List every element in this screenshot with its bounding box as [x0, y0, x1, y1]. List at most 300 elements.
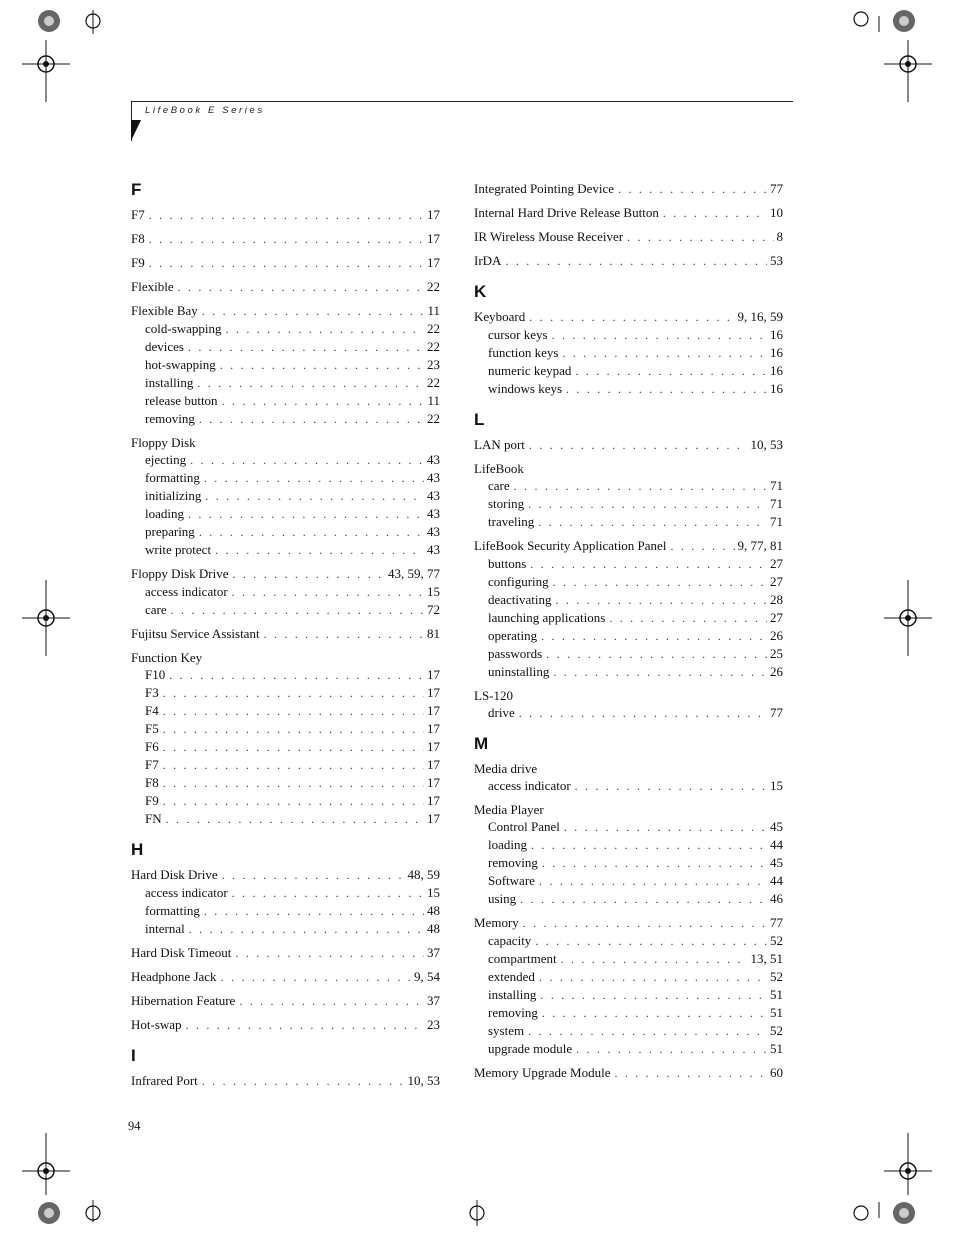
index-entry-block: [131, 1072, 440, 1090]
page-refs: 28: [770, 592, 783, 607]
index-entry-block: [474, 760, 783, 795]
index-subentry: [131, 410, 440, 428]
index-term: IrDA: [474, 253, 502, 268]
index-subentry: [474, 555, 783, 573]
index-term: Floppy Disk Drive: [131, 566, 229, 581]
page-refs: 25: [770, 646, 783, 661]
dot-leader: [202, 303, 425, 320]
index-term: Integrated Pointing Device: [474, 181, 615, 196]
index-subentry: [474, 513, 783, 531]
dot-leader: [232, 584, 424, 601]
dot-leader: [538, 514, 767, 531]
index-entry-block: [474, 537, 783, 681]
page-refs: 16: [770, 327, 783, 342]
page-refs: 53: [770, 253, 783, 268]
dot-leader: [264, 626, 424, 643]
index-subentry: [474, 836, 783, 854]
index-subentry: [474, 627, 783, 645]
index-subentry: [131, 920, 440, 938]
page-refs: 17: [427, 255, 440, 270]
index-term: access indicator: [488, 778, 571, 793]
index-subentry: [131, 338, 440, 356]
crop-target-icon: [848, 1200, 918, 1226]
index-term: removing: [145, 411, 195, 426]
index-entry: [131, 649, 440, 666]
index-entry-block: [474, 204, 783, 222]
dot-leader: [530, 556, 767, 573]
page-refs: 17: [427, 775, 440, 790]
index-term: cold-swapping: [145, 321, 222, 336]
index-term: devices: [145, 339, 184, 354]
index-entry-block: [131, 866, 440, 938]
dot-leader: [553, 664, 767, 681]
page-refs: 37: [427, 945, 440, 960]
index-term: write protect: [145, 542, 212, 557]
index-term: Headphone Jack: [131, 969, 217, 984]
page-refs: 16: [770, 363, 783, 378]
index-term: cursor keys: [488, 327, 548, 342]
index-subentry: [131, 902, 440, 920]
index-entry: [474, 308, 783, 326]
page-refs: 11: [427, 303, 440, 318]
page-refs: 43: [427, 452, 440, 467]
index-subentry: [474, 663, 783, 681]
index-subentry: [131, 756, 440, 774]
index-entry: [131, 625, 440, 643]
dot-leader: [215, 542, 424, 559]
index-term: F7: [131, 207, 145, 222]
index-subentry: [474, 380, 783, 398]
index-term: Internal Hard Drive Release Button: [474, 205, 659, 220]
page-refs: 27: [770, 610, 783, 625]
dot-leader: [562, 345, 767, 362]
dot-leader: [188, 506, 424, 523]
index-subentry: [131, 601, 440, 619]
section-letter: I: [131, 1046, 136, 1065]
index-entry-block: [474, 1064, 783, 1082]
index-subentry: [474, 986, 783, 1004]
index-subentry: [474, 326, 783, 344]
page-refs: 44: [770, 837, 783, 852]
index-entry: [131, 1072, 440, 1090]
index-entry: [474, 180, 783, 198]
index-entry-block: [131, 625, 440, 643]
dot-leader: [670, 538, 734, 555]
page-refs: 71: [770, 514, 783, 529]
page-refs: 10, 53: [750, 437, 783, 452]
page-refs: 48: [427, 903, 440, 918]
page-refs: 22: [427, 339, 440, 354]
index-term: care: [145, 602, 167, 617]
page-refs: 72: [427, 602, 440, 617]
index-subentry: [474, 872, 783, 890]
page-refs: 15: [427, 584, 440, 599]
index-subentry: [131, 320, 440, 338]
dot-leader: [204, 470, 424, 487]
index-entry: [131, 230, 440, 248]
dot-leader: [609, 610, 767, 627]
index-entry-block: [131, 434, 440, 559]
dot-leader: [204, 903, 424, 920]
index-column-right: [474, 180, 783, 1088]
dot-leader: [519, 705, 767, 722]
dot-leader: [232, 885, 424, 902]
section-letter: K: [474, 282, 487, 301]
index-term: numeric keypad: [488, 363, 572, 378]
index-term: extended: [488, 969, 535, 984]
page-refs: 17: [427, 721, 440, 736]
page-refs: 17: [427, 207, 440, 222]
index-term: windows keys: [488, 381, 563, 396]
dot-leader: [575, 778, 767, 795]
dot-leader: [663, 205, 767, 222]
page-refs: 17: [427, 685, 440, 700]
registration-mark-icon: [884, 1133, 932, 1195]
index-entry-block: [131, 254, 440, 272]
index-term: F8: [131, 231, 145, 246]
dot-leader: [542, 855, 767, 872]
index-entry-block: [474, 308, 783, 398]
page-refs: 27: [770, 556, 783, 571]
index-term: Memory Upgrade Module: [474, 1065, 611, 1080]
index-term: installing: [145, 375, 194, 390]
index-term: removing: [488, 855, 538, 870]
index-term: Flexible Bay: [131, 303, 198, 318]
page-refs: 15: [427, 885, 440, 900]
dot-leader: [189, 921, 424, 938]
index-subentry: [131, 720, 440, 738]
index-entry-block: [474, 252, 783, 270]
dot-leader: [576, 1041, 767, 1058]
index-entry: [474, 801, 783, 818]
dot-leader: [233, 566, 386, 583]
index-entry-block: [474, 180, 783, 198]
index-term: Flexible: [131, 279, 174, 294]
index-entry: [474, 436, 783, 454]
index-entry-block: [131, 992, 440, 1010]
index-term: drive: [488, 705, 515, 720]
index-term: removing: [488, 1005, 538, 1020]
page-refs: 51: [770, 1005, 783, 1020]
index-term: Fujitsu Service Assistant: [131, 626, 260, 641]
dot-leader: [556, 592, 767, 609]
dot-leader: [149, 231, 424, 248]
dot-leader: [221, 969, 411, 986]
dot-leader: [171, 602, 424, 619]
dot-leader: [199, 411, 424, 428]
index-entry: [131, 434, 440, 451]
page-refs: 48: [427, 921, 440, 936]
index-term: loading: [145, 506, 184, 521]
dot-leader: [222, 867, 405, 884]
dot-leader: [561, 951, 748, 968]
index-subentry: [131, 583, 440, 601]
index-term: F4: [145, 703, 159, 718]
dot-leader: [178, 279, 424, 296]
index-subentry: [474, 1040, 783, 1058]
index-entry-block: [474, 460, 783, 531]
index-term: Keyboard: [474, 309, 526, 324]
index-subentry: [474, 777, 783, 795]
index-term: deactivating: [488, 592, 552, 607]
index-entry: [131, 968, 440, 986]
index-term: Media drive: [474, 761, 538, 776]
index-subentry: [131, 541, 440, 559]
dot-leader: [163, 793, 424, 810]
page-refs: 43: [427, 470, 440, 485]
index-term: LS-120: [474, 688, 513, 703]
page-refs: 22: [427, 411, 440, 426]
section-letter: H: [131, 840, 144, 859]
index-entry: [131, 254, 440, 272]
index-subentry: [131, 684, 440, 702]
index-entry: [131, 206, 440, 224]
dot-leader: [149, 207, 424, 224]
page-refs: 17: [427, 231, 440, 246]
index-term: IR Wireless Mouse Receiver: [474, 229, 624, 244]
dot-leader: [539, 969, 767, 986]
index-subentry: [474, 932, 783, 950]
page-refs: 52: [770, 1023, 783, 1038]
dot-leader: [542, 1005, 767, 1022]
dot-leader: [163, 721, 424, 738]
index-subentry: [474, 609, 783, 627]
page-refs: 60: [770, 1065, 783, 1080]
index-subentry: [474, 362, 783, 380]
index-term: uninstalling: [488, 664, 550, 679]
index-subentry: [474, 968, 783, 986]
section-letter: F: [131, 180, 142, 199]
dot-leader: [163, 775, 424, 792]
registration-mark-icon: [884, 40, 932, 102]
page-refs: 11: [427, 393, 440, 408]
dot-leader: [505, 253, 767, 270]
index-subentry: [474, 854, 783, 872]
index-term: Hard Disk Drive: [131, 867, 218, 882]
page-refs: 9, 77, 81: [737, 538, 783, 553]
page-refs: 17: [427, 667, 440, 682]
page-refs: 16: [770, 345, 783, 360]
dot-leader: [614, 1065, 767, 1082]
index-entry: [474, 760, 783, 777]
registration-mark-icon: [22, 1133, 70, 1195]
index-subentry: [131, 487, 440, 505]
index-term: initializing: [145, 488, 202, 503]
dot-leader: [220, 357, 424, 374]
index-subentry: [474, 477, 783, 495]
index-term: Media Player: [474, 802, 544, 817]
index-entry: [131, 278, 440, 296]
dot-leader: [197, 375, 424, 392]
page-refs: 37: [427, 993, 440, 1008]
index-term: Floppy Disk: [131, 435, 196, 450]
page-refs: 77: [770, 181, 783, 196]
page-refs: 10: [770, 205, 783, 220]
index-term: passwords: [488, 646, 543, 661]
page-refs: 77: [770, 915, 783, 930]
index-subentry: [131, 884, 440, 902]
page-refs: 52: [770, 933, 783, 948]
index-subentry: [131, 374, 440, 392]
page-refs: 51: [770, 1041, 783, 1056]
index-term: Control Panel: [488, 819, 560, 834]
index-entry-block: [474, 914, 783, 1058]
dot-leader: [163, 757, 424, 774]
dot-leader: [149, 255, 424, 272]
dot-leader: [618, 181, 767, 198]
index-subentry: [131, 810, 440, 828]
dot-leader: [520, 891, 767, 908]
registration-mark-icon: [22, 580, 70, 656]
index-term: LifeBook: [474, 461, 524, 476]
index-term: launching applications: [488, 610, 606, 625]
index-subentry: [131, 774, 440, 792]
dot-leader: [528, 1023, 767, 1040]
index-entry: [474, 228, 783, 246]
index-term: function keys: [488, 345, 559, 360]
dot-leader: [529, 437, 748, 454]
index-entry-block: [131, 302, 440, 428]
index-term: system: [488, 1023, 525, 1038]
page-refs: 9, 16, 59: [737, 309, 783, 324]
dot-leader: [190, 452, 424, 469]
page-refs: 17: [427, 757, 440, 772]
index-subentry: [474, 573, 783, 591]
index-entry: [474, 460, 783, 477]
crop-target-icon: [465, 1200, 489, 1226]
index-entry: [474, 537, 783, 555]
index-entry: [131, 866, 440, 884]
dot-leader: [163, 685, 424, 702]
index-subentry: [131, 523, 440, 541]
index-entry-block: [131, 944, 440, 962]
index-entry-block: [131, 1016, 440, 1034]
page-refs: 44: [770, 873, 783, 888]
index-subentry: [131, 738, 440, 756]
index-subentry: [131, 702, 440, 720]
index-term: preparing: [145, 524, 195, 539]
index-term: Hard Disk Timeout: [131, 945, 232, 960]
index-term: Software: [488, 873, 535, 888]
index-term: upgrade module: [488, 1041, 573, 1056]
index-entry: [474, 687, 783, 704]
index-entry: [131, 565, 440, 583]
crop-target-icon: [36, 1200, 106, 1226]
index-subentry: [131, 392, 440, 410]
page-refs: 22: [427, 279, 440, 294]
index-subentry: [474, 1004, 783, 1022]
page-refs: 23: [427, 357, 440, 372]
index-entry: [474, 252, 783, 270]
dot-leader: [529, 309, 734, 326]
index-subentry: [131, 356, 440, 374]
registration-mark-icon: [884, 580, 932, 656]
index-subentry: [474, 495, 783, 513]
page-refs: 45: [770, 855, 783, 870]
dot-leader: [166, 811, 424, 828]
page-refs: 43: [427, 524, 440, 539]
page-refs: 9, 54: [414, 969, 440, 984]
page-refs: 15: [770, 778, 783, 793]
index-term: F6: [145, 739, 159, 754]
dot-leader: [541, 628, 767, 645]
page-refs: 17: [427, 793, 440, 808]
index-term: formatting: [145, 903, 200, 918]
index-entry: [131, 302, 440, 320]
dot-leader: [523, 915, 767, 932]
index-term: F9: [145, 793, 159, 808]
index-term: Hot-swap: [131, 1017, 182, 1032]
index-term: access indicator: [145, 885, 228, 900]
page-refs: 43: [427, 542, 440, 557]
index-term: operating: [488, 628, 538, 643]
page-refs: 43, 59, 77: [388, 566, 440, 581]
dot-leader: [552, 327, 767, 344]
dot-leader: [575, 363, 767, 380]
index-term: release button: [145, 393, 218, 408]
dot-leader: [528, 496, 767, 513]
page-refs: 13, 51: [750, 951, 783, 966]
page-refs: 17: [427, 703, 440, 718]
dot-leader: [186, 1017, 424, 1034]
index-subentry: [474, 591, 783, 609]
dot-leader: [627, 229, 773, 246]
page-refs: 46: [770, 891, 783, 906]
page-refs: 26: [770, 664, 783, 679]
page-refs: 77: [770, 705, 783, 720]
index-entry-block: [131, 230, 440, 248]
index-entry: [474, 204, 783, 222]
index-entry: [131, 944, 440, 962]
index-term: Infrared Port: [131, 1073, 198, 1088]
index-subentry: [474, 950, 783, 968]
index-entry: [131, 1016, 440, 1034]
page-refs: 10, 53: [407, 1073, 440, 1088]
index-entry: [474, 914, 783, 932]
index-term: ejecting: [145, 452, 187, 467]
running-head: LifeBook E Series: [145, 105, 265, 116]
page-refs: 81: [427, 626, 440, 641]
index-term: using: [488, 891, 517, 906]
index-subentry: [474, 645, 783, 663]
index-entry: [474, 1064, 783, 1082]
page-refs: 17: [427, 811, 440, 826]
index-term: F5: [145, 721, 159, 736]
dot-leader: [535, 933, 767, 950]
index-term: compartment: [488, 951, 557, 966]
dot-leader: [222, 393, 425, 410]
index-subentry: [474, 818, 783, 836]
dot-leader: [539, 873, 767, 890]
page-refs: 51: [770, 987, 783, 1002]
dot-leader: [163, 739, 424, 756]
index-entry-block: [131, 649, 440, 828]
page-refs: 22: [427, 321, 440, 336]
index-column-left: [131, 180, 440, 1096]
page-number: 94: [128, 1119, 141, 1133]
index-entry: [131, 992, 440, 1010]
index-subentry: [131, 451, 440, 469]
dot-leader: [566, 381, 767, 398]
index-subentry: [131, 469, 440, 487]
index-term: access indicator: [145, 584, 228, 599]
index-term: configuring: [488, 574, 549, 589]
index-term: F9: [131, 255, 145, 270]
index-entry-block: [474, 228, 783, 246]
page-refs: 71: [770, 478, 783, 493]
index-subentry: [474, 890, 783, 908]
page-refs: 48, 59: [407, 867, 440, 882]
